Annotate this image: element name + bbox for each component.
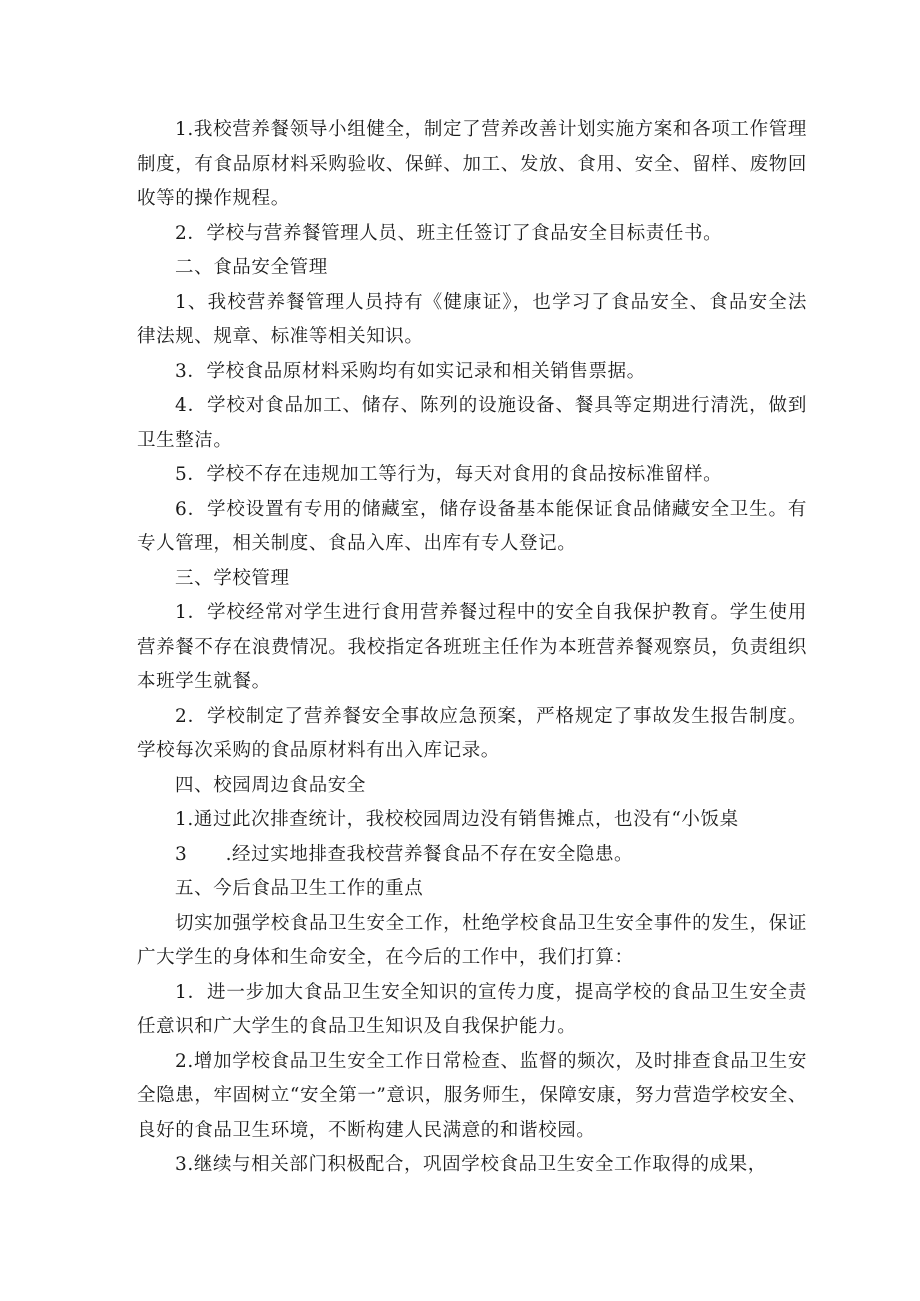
- paragraph-inspection: 2.增加学校食品卫生安全工作日常检查、监督的频次，及时排查食品卫生安全隐患，牢固树立“安全第一”意识，服务师生，保障安康，努力营造学校安全、良好的食品卫生环境，不断构建人民满意的和谐校园。: [137, 1050, 807, 1141]
- paragraph-no-hazards: 3 .经过实地排查我校营养餐食品不存在安全隐患。: [175, 843, 634, 865]
- paragraph-storage-room: 6．学校设置有专用的储藏室，储存设备基本能保证食品储藏安全卫生。有专人管理，相关制度、食品入库、出库有专人登记。: [137, 498, 807, 554]
- section-heading-school-management: 三、学校管理: [175, 567, 290, 589]
- paragraph-cooperation: 3.继续与相关部门积极配合，巩固学校食品卫生安全工作取得的成果，: [175, 1154, 767, 1175]
- section-heading-food-safety: 二、食品安全管理: [175, 257, 328, 278]
- paragraph-emergency-plan: 2．学校制定了营养餐安全事故应急预案，严格规定了事故发生报告制度。学校每次采购的食品原材料有出入库记录。: [137, 705, 807, 761]
- section-heading-campus-surroundings: 四、校园周边食品安全: [175, 774, 367, 796]
- paragraph-cleaning: 4．学校对食品加工、储存、陈列的设施设备、餐具等定期进行清洗，做到卫生整洁。: [137, 395, 807, 451]
- paragraph-sample-retention: 5．学校不存在违规加工等行为，每天对食用的食品按标准留样。: [175, 464, 723, 485]
- paragraph-stall-survey: 1.通过此次排查统计，我校校园周边没有销售摊点，也没有“小饭桌: [175, 809, 739, 830]
- paragraph-publicity: 1．进一步加大食品卫生安全知识的宣传力度，提高学校的食品卫生安全责任意识和广大学生的食品卫生知识及自我保护能力。: [137, 981, 807, 1037]
- paragraph-strengthen-work: 切实加强学校食品卫生安全工作，杜绝学校食品卫生安全事件的发生，保证广大学生的身体和生命安全，在今后的工作中，我们打算：: [137, 912, 807, 968]
- paragraph-purchase-records: 3．学校食品原材料采购均有如实记录和相关销售票据。: [175, 360, 646, 382]
- section-heading-future-focus: 五、今后食品卫生工作的重点: [175, 878, 424, 899]
- paragraph-leadership-group: 1.我校营养餐领导小组健全，制定了营养改善计划实施方案和各项工作管理制度，有食品原材料采购验收、保鲜、加工、发放、食用、安全、留样、废物回收等的操作规程。: [137, 119, 807, 209]
- paragraph-self-protection-education: 1．学校经常对学生进行食用营养餐过程中的安全自我保护教育。学生使用营养餐不存在浪费情况。我校指定各班班主任作为本班营养餐观察员，负责组织本班学生就餐。: [137, 602, 807, 692]
- paragraph-responsibility-letter: 2．学校与营养餐管理人员、班主任签订了食品安全目标责任书。: [175, 222, 723, 244]
- paragraph-health-certificate: 1、我校营养餐管理人员持有《健康证》，也学习了食品安全、食品安全法律法规、规章、标准等相关知识。: [137, 291, 807, 347]
- document-body: [137, 113, 807, 1183]
